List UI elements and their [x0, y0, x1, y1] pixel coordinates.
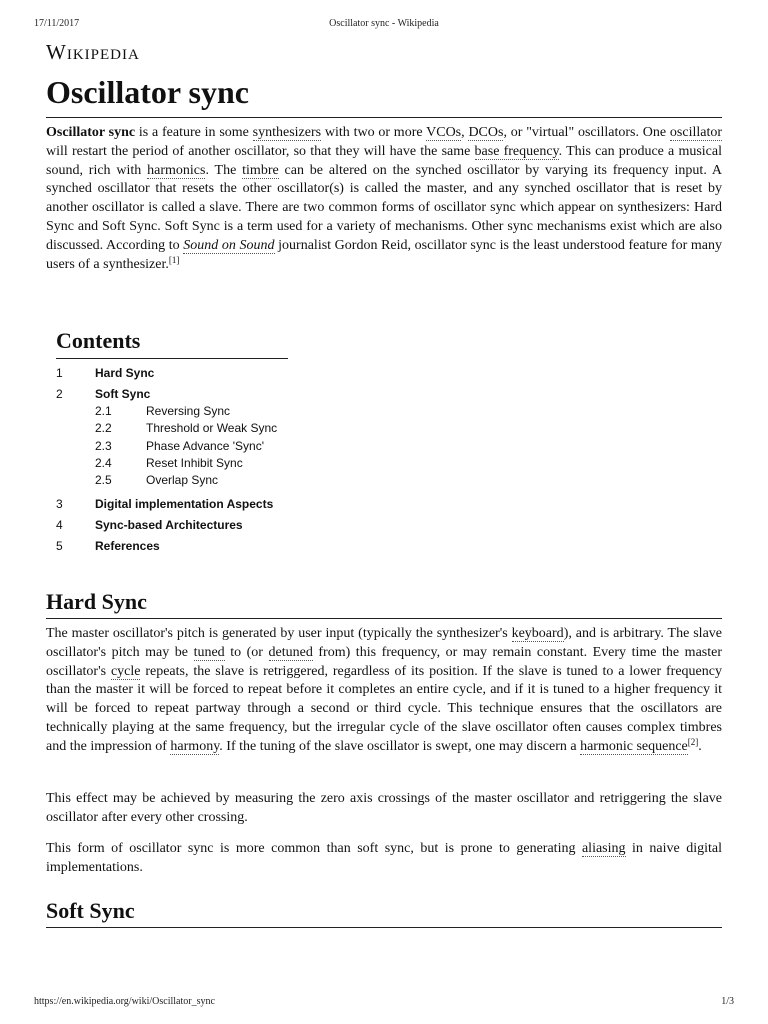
link-sound-on-sound[interactable]: Sound on Sound — [183, 237, 275, 253]
print-page-number: 1/3 — [721, 996, 734, 1007]
link-harmonics[interactable]: harmonics — [147, 162, 206, 178]
reference-1[interactable]: [1] — [168, 254, 180, 265]
link-timbre[interactable]: timbre — [242, 162, 279, 178]
hard-sync-paragraph-2: This effect may be achieved by measuring the zero axis crossings of the master oscillator and retriggering the slave oscillator after every other crossing. — [46, 791, 722, 825]
page-title: Oscillator sync — [46, 74, 249, 110]
link-harmony[interactable]: harmony — [170, 738, 220, 754]
toc-rule — [56, 358, 288, 359]
hard-sync-paragraph-1: The master oscillator's pitch is generated by user input (typically the synthesizer's keyboard), and is arbitrary. The slave oscillator's pitch may be tuned to (or detuned from) this frequency, or may remain constant. Every time the master oscillator's cycle repeats, the slave is retriggered, regardless of its position. If the slave is tuned to a lower frequency than the master it will be forced to repeat before it completes an entire cycle, and if it is tuned to a higher frequency it will be forced to repeat partway through a second or third cycle. This technique ensures that the oscillators are technically playing at the same frequency, but the irregular cycle of the slave oscillator often causes complex timbres and the impression of harmony. If the tuning of the slave oscillator is swept, one may discern a harmonic sequence[2]. — [46, 626, 722, 754]
print-page-title: Oscillator sync - Wikipedia — [329, 18, 439, 29]
link-cycle[interactable]: cycle — [110, 663, 141, 679]
toc-subitem-overlap-sync[interactable]: 2.5 Overlap Sync — [95, 473, 219, 488]
link-tuned[interactable]: tuned — [193, 644, 225, 660]
link-dcos[interactable]: DCOs — [468, 125, 504, 140]
link-oscillator[interactable]: oscillator — [669, 125, 723, 140]
wikipedia-logo[interactable]: Wikipedia — [46, 40, 140, 64]
toc-item-references[interactable]: 5 References — [56, 539, 160, 554]
print-url: https://en.wikipedia.org/wiki/Oscillator_sync — [34, 996, 215, 1007]
toc-subitem-threshold-sync[interactable]: 2.2 Threshold or Weak Sync — [95, 421, 278, 436]
toc-subitem-reversing-sync[interactable]: 2.1 Reversing Sync — [95, 404, 231, 418]
link-harmonic-sequence[interactable]: harmonic sequence — [580, 738, 688, 754]
hard-sync-paragraph-3: This form of oscillator sync is more common than soft sync, but is prone to generating aliasing in naive digital implementations. — [46, 841, 722, 875]
toc-subitem-phase-advance[interactable]: 2.3 Phase Advance 'Sync' — [95, 438, 264, 453]
print-footer — [34, 996, 734, 1007]
link-vcos[interactable]: VCOs — [426, 125, 462, 140]
intro-paragraph: Oscillator sync is a feature in some synthesizers with two or more VCOs, DCOs, or "virtual" oscillators. One oscillator will restart the period of another oscillator, so that they will have the same base frequency. This can produce a musical sound, rich with harmonics. The timbre can be altered on the synched oscillator by varying its frequency input. A synched oscillator that resets the other oscillator(s) is called the master, and any synched oscillator that is reset by another oscillator is called a slave. There are two common forms of oscillator sync which appear on synthesizers: Hard Sync and Soft Sync. Soft Sync is a term used for a variety of mechanisms. Other sync mechanisms exist which are also discussed. According to Sound on Sound journalist Gordon Reid, oscillator sync is the least understood feature for many users of a synthesizer.[1] — [46, 125, 723, 272]
table-of-contents — [56, 366, 476, 556]
intro-bold-term: Oscillator sync — [46, 125, 136, 140]
toc-item-sync-architectures[interactable]: 4 Sync-based Architectures — [56, 518, 243, 533]
hard-sync-rule — [46, 618, 722, 619]
title-rule — [46, 117, 722, 118]
section-heading-hard-sync: Hard Sync — [46, 589, 147, 614]
link-detuned[interactable]: detuned — [268, 644, 313, 660]
print-header — [34, 18, 734, 29]
toc-subitem-reset-inhibit[interactable]: 2.4 Reset Inhibit Sync — [95, 455, 243, 470]
link-synthesizers[interactable]: synthesizers — [252, 125, 322, 140]
section-heading-soft-sync: Soft Sync — [46, 898, 135, 923]
toc-item-hard-sync[interactable]: 1 Hard Sync — [56, 366, 155, 380]
toc-item-digital-implementation[interactable]: 3 Digital implementation Aspects — [56, 497, 274, 512]
toc-title: Contents — [56, 328, 141, 353]
soft-sync-rule — [46, 927, 722, 928]
link-aliasing[interactable]: aliasing — [581, 841, 626, 856]
toc-item-soft-sync[interactable]: 2 Soft Sync — [56, 387, 151, 401]
print-date: 17/11/2017 — [34, 18, 80, 29]
link-base-frequency[interactable]: base frequency — [474, 143, 559, 159]
link-keyboard[interactable]: keyboard — [511, 626, 564, 641]
reference-2[interactable]: [2] — [687, 736, 699, 747]
